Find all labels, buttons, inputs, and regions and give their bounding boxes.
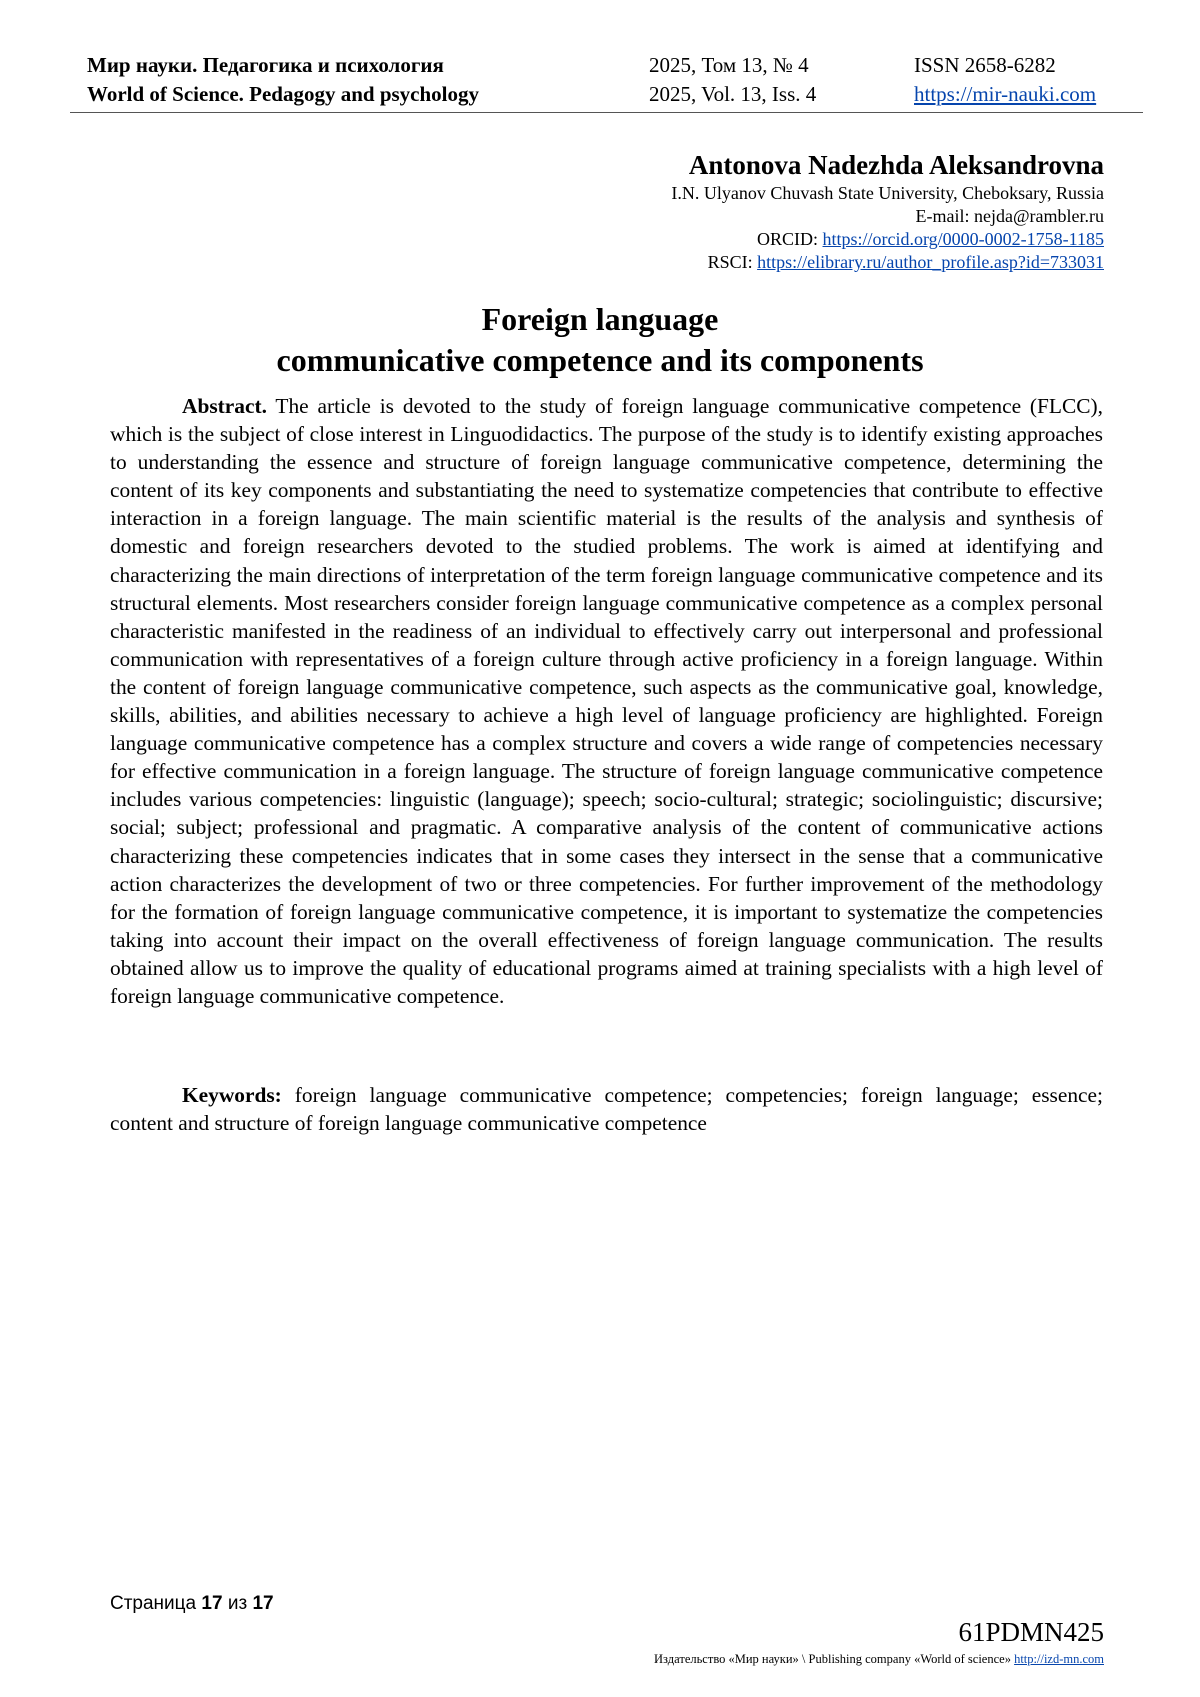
journal-website-link[interactable]: https://mir-nauki.com xyxy=(914,82,1097,106)
page-prefix: Страница xyxy=(110,1593,202,1614)
orcid-label: ORCID: xyxy=(757,229,823,249)
keywords xyxy=(110,1081,1103,1137)
journal-title-ru: Мир науки. Педагогика и психология xyxy=(87,53,444,77)
page-number xyxy=(110,1592,274,1616)
journal-title-en: World of Science. Pedagogy and psychology xyxy=(87,82,480,106)
article-code: 61PDMN425 xyxy=(958,1617,1104,1647)
publisher-line xyxy=(654,1651,1104,1667)
keywords-text: foreign language communicative competence; competencies; foreign language; essence; content and structure of foreign language communicative competence xyxy=(110,1083,1103,1136)
author-affiliation: I.N. Ulyanov Chuvash State University, Cheboksary, Russia xyxy=(671,183,1104,203)
issn: ISSN 2658-6282 xyxy=(914,53,1056,77)
author-name: Antonova Nadezhda Aleksandrovna xyxy=(688,150,1104,180)
issue-info-ru: 2025, Том 13, № 4 xyxy=(649,53,809,77)
page-total: 17 xyxy=(252,1593,274,1614)
header-divider xyxy=(70,112,1143,113)
publisher-link[interactable]: http://izd-mn.com xyxy=(1014,1652,1104,1666)
abstract-label: Abstract. xyxy=(182,394,267,418)
article-title-line2: communicative competence and its components xyxy=(276,342,924,378)
article-title xyxy=(0,299,1200,381)
author-block xyxy=(671,148,1104,274)
keywords-label: Keywords: xyxy=(182,1083,282,1107)
rsci-label: RSCI: xyxy=(707,252,758,272)
rsci-link[interactable]: https://elibrary.ru/author_profile.asp?id=733031 xyxy=(757,252,1104,272)
author-rsci xyxy=(671,251,1104,274)
article-title-line1: Foreign language xyxy=(481,301,719,337)
author-orcid xyxy=(671,228,1104,251)
page-current: 17 xyxy=(201,1593,223,1614)
page-middle: из xyxy=(222,1593,253,1614)
orcid-link[interactable]: https://orcid.org/0000-0002-1758-1185 xyxy=(822,229,1104,249)
author-email: E-mail: nejda@rambler.ru xyxy=(915,206,1104,226)
issue-info-en: 2025, Vol. 13, Iss. 4 xyxy=(649,82,817,106)
abstract xyxy=(110,392,1103,1010)
publisher-text: Издательство «Мир науки» \ Publishing company «World of science» xyxy=(654,1652,1015,1666)
abstract-text: The article is devoted to the study of foreign language communicative competence (FLCC), which is the subject of close interest in Linguodidactics. The purpose of the study is to identify existing approaches to understanding the essence and structure of foreign language communicative competence, determining the content of its key components and substantiating the need to systematize competencies that contribute to effective interaction in a foreign language. The main scientific material is the results of the analysis and synthesis of domestic and foreign researchers devoted to the studied problems. The work is aimed at identifying and characterizing the main directions of interpretation of the term foreign language communicative competence and its structural elements. Most researchers consider foreign language communicative competence as a complex personal characteristic manifested in the readiness of an individual to effectively carry out interpersonal and professional communication with representatives of a foreign culture through active proficiency in a foreign language. Within the content of foreign language communicative competence, such aspects as the communicative goal, knowledge, skills, abilities, and abilities necessary to achieve a high level of language proficiency are highlighted. Foreign language communicative competence has a complex structure and covers a wide range of competencies necessary for effective communication in a foreign language. The structure of foreign language communicative competence includes various competencies: linguistic (language); speech; socio-cultural; strategic; sociolinguistic; discursive; social; subject; professional and pragmatic. A comparative analysis of the content of communicative actions characterizing these competencies indicates that in some cases they intersect in the sense that a communicative action characterizes the development of two or three competencies. For further improvement of the methodology for the formation of foreign language communicative competence, it is important to systematize the competencies taking into account their impact on the overall effectiveness of foreign language communication. The results obtained allow us to improve the quality of educational programs aimed at training specialists with a high level of foreign language communicative competence. xyxy=(110,394,1103,1008)
